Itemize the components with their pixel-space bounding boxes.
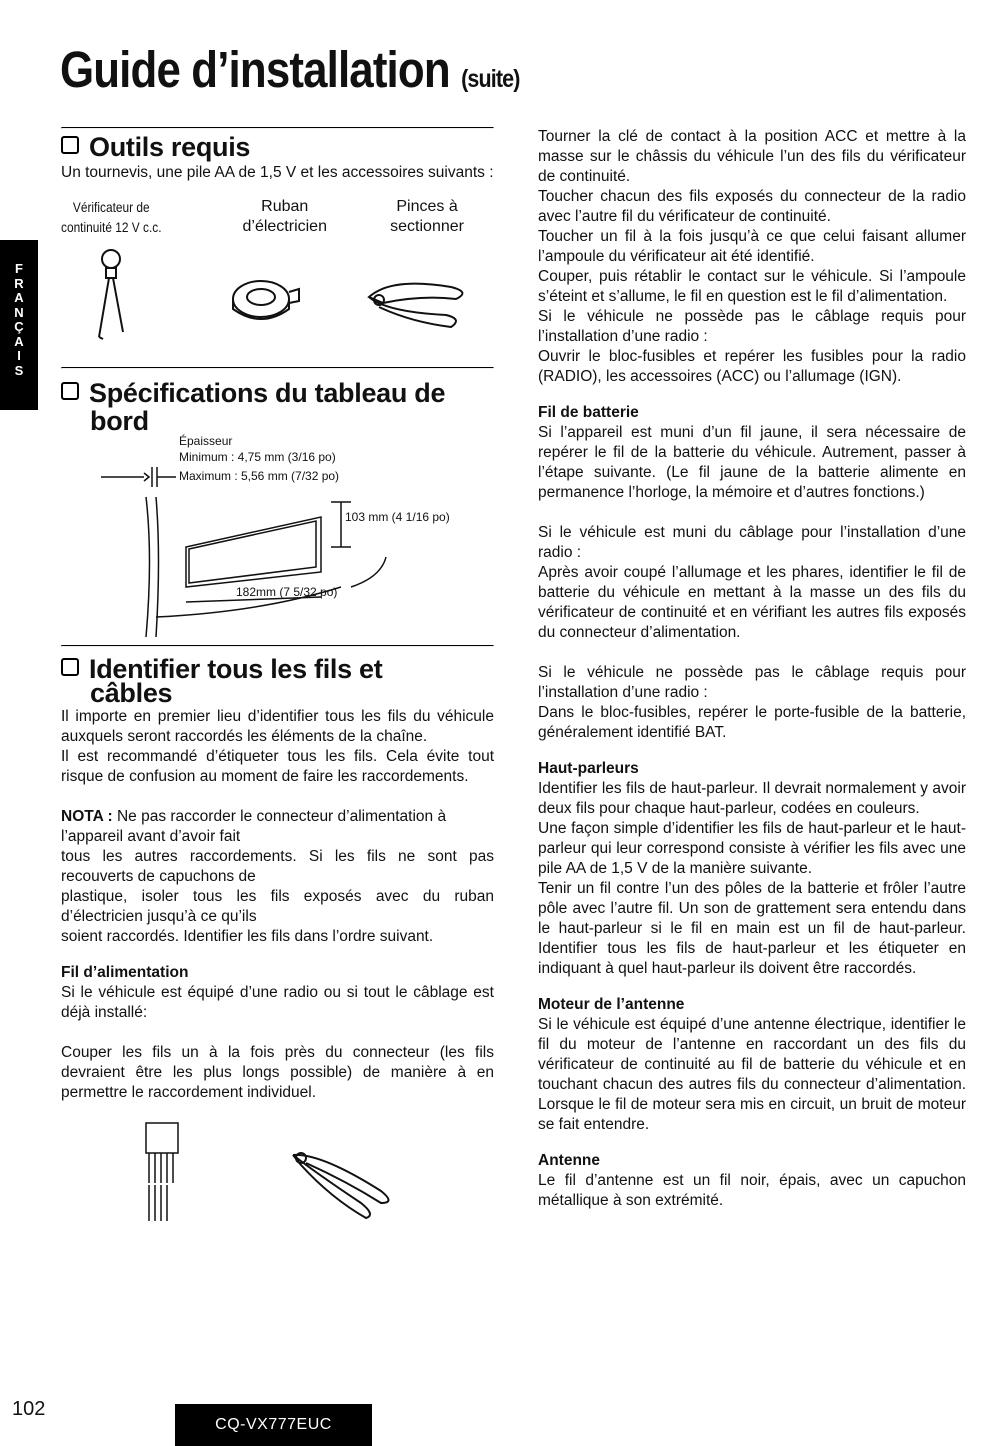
language-letter: F (15, 261, 23, 276)
dash-diagram (61, 434, 494, 637)
speakers-paragraph-1: Identifier les fils de haut-parleur. Il devrait normalement y avoir deux fils pour chaque haut-parleur, codées en couleurs. (538, 780, 966, 817)
width-dimension: 182mm (7 5/32 po) (236, 585, 338, 599)
tools-svg (61, 237, 494, 347)
battery-paragraph-1: Si l’appareil est muni d’un fil jaune, il sera nécessaire de repérer le fil de la batterie du véhicule. Autrement, passer à l’étape suivante. (Le fil jaune de la batterie alimente en permanence l’horloge, la mémoire et d’autres fonctions.) (538, 424, 966, 501)
tester-icon (99, 250, 123, 339)
cutter-pliers-icon (369, 284, 462, 327)
tools-intro: Un tournevis, une pile AA de 1,5 V et les accessoires suivants : (61, 164, 494, 181)
tool-pliers-label: Pinces à sectionner (390, 198, 464, 235)
battery-paragraph-2: Si le véhicule est muni du câblage pour l’installation d’une radio : (538, 524, 966, 561)
power-step-5: Si le véhicule ne possède pas le câblage requis pour l’installation d’une radio : (538, 308, 966, 345)
section-divider (61, 367, 494, 369)
power-step-3: Toucher un fil à la fois jusqu’à ce que celui faisant allumer l’ampoule du vérificateur ait été identifié. (538, 228, 966, 265)
cutter-pliers-icon (293, 1153, 389, 1218)
battery-paragraph-5: Dans le bloc-fusibles, repérer le porte-fusible de la batterie, généralement identifié BAT. (538, 704, 966, 741)
power-heading: Fil d’alimentation (61, 964, 189, 981)
connector-icon (146, 1123, 178, 1221)
power-paragraph-1: Si le véhicule est équipé d’une radio ou si tout le câblage est déjà installé: (61, 984, 494, 1021)
page-number: 102 (12, 1398, 46, 1420)
antenna-motor-heading: Moteur de l’antenne (538, 996, 685, 1013)
checkbox-icon (61, 136, 79, 154)
tools-labels (61, 197, 494, 237)
battery-paragraph-4: Si le véhicule ne possède pas le câblage requis pour l’installation d’une radio : (538, 664, 966, 701)
power-step-2: Toucher chacun des fils exposés du connecteur de la radio avec l’autre fil du vérificateur de continuité. (538, 188, 966, 225)
speakers-paragraph-2: Une façon simple d’identifier les fils de haut-parleur et le haut-parleur qui leur correspond consiste à vérifier les fils avec une pile AA de 1,5 V de la manière suivante. (538, 820, 966, 877)
language-tab (0, 240, 38, 410)
page-title (60, 40, 520, 99)
checkbox-icon (61, 658, 79, 676)
thickness-minimum: Minimum : 4,75 mm (3/16 po) (179, 450, 336, 464)
checkbox-icon (61, 382, 79, 400)
tools-illustration (61, 237, 494, 347)
tape-icon (233, 281, 299, 319)
title-suffix: (suite) (461, 65, 520, 93)
model-badge: CQ-VX777EUC (175, 1404, 372, 1446)
nota-line-2: tous les autres raccordements. Si les fils ne sont pas recouverts de capuchons de (61, 848, 494, 885)
language-letter: A (14, 333, 24, 349)
battery-paragraph-3: Après avoir coupé l’allumage et les phares, identifier le fil de batterie du véhicule en mettant à la masse un des fils du vérificateur de continuité et en vérifiant les autres fils exposés du connecteur d’alimentation. (538, 564, 966, 641)
speakers-heading: Haut-parleurs (538, 760, 639, 777)
tools-heading: Outils requis (61, 133, 494, 161)
language-letter: Ç (14, 319, 24, 334)
antenna-heading: Antenne (538, 1152, 600, 1169)
language-letter: R (14, 275, 24, 291)
speakers-paragraph-3: Tenir un fil contre l’un des pôles de la batterie et frôler l’autre pôle avec l’autre fil. Un son de grattement sera entendu dans le haut-parleur si le fil en main est un fil de haut-parleur. Identifier tous les fils de haut-parleur et les étiqueter en indiquant à quel haut-parleur ils doivent être raccordés. (538, 880, 966, 977)
antenna-motor-paragraph: Si le véhicule est équipé d’une antenne électrique, identifier le fil du moteur de l’antenne en raccordant un des fils du vérificateur de continuité au fil de batterie du véhicule et en touchant chacun des autres fils du connecteur d’alimentation. Lorsque le fil de moteur sera mis en circuit, un bruit de moteur se fait entendre. (538, 1016, 966, 1133)
language-letter: A (14, 290, 24, 305)
language-letter: I (17, 348, 21, 363)
title-text: Guide d’installation (60, 41, 450, 98)
language-letter: N (14, 304, 24, 320)
antenna-paragraph: Le fil d’antenne est un fil noir, épais, avec un capuchon métallique à son extrémité. (538, 1172, 966, 1209)
wires-heading: Identifier tous les fils et câbles (61, 657, 494, 705)
wires-paragraph-1: Il importe en premier lieu d’identifier tous les fils du véhicule auxquels seront raccordés les éléments de la chaîne. (61, 708, 494, 745)
nota-line-3: plastique, isoler tous les fils exposés avec du ruban d’électricien jusqu’à ce qu’ils (61, 888, 494, 925)
height-dimension: 103 mm (4 1/16 po) (345, 510, 450, 524)
left-column (61, 127, 494, 1233)
battery-heading: Fil de batterie (538, 404, 639, 421)
power-step-6: Ouvrir le bloc-fusibles et repérer les fusibles pour la radio (RADIO), les accessoires (ACC) ou l’allumage (IGN). (538, 348, 966, 385)
thickness-label: Épaisseur (179, 434, 233, 448)
nota-line-4: soient raccordés. Identifier les fils dans l’ordre suivant. (61, 928, 434, 945)
wires-paragraph-2: Il est recommandé d’étiqueter tous les fils. Cela évite tout risque de confusion au moment de faire les raccordements. (61, 748, 494, 785)
nota-line-1: NOTA : Ne pas raccorder le connecteur d’alimentation à l’appareil avant d’avoir fait (61, 808, 447, 845)
tool-tester-label: Vérificateur de continuité 12 V c.c. (61, 199, 162, 235)
power-paragraph-2: Couper les fils un à la fois près du connecteur (les fils devraient être les plus longs possible) de manière à en permettre le raccordement individuel. (61, 1044, 494, 1101)
language-letter: S (14, 362, 24, 378)
thickness-maximum: Maximum : 5,56 mm (7/32 po) (179, 469, 340, 483)
power-step-4: Couper, puis rétablir le contact sur le véhicule. Si l’ampoule s’éteint et s’allume, le fil en question est le fil d’alimentation. (538, 268, 966, 305)
dash-heading: Spécifications du tableau de bord (61, 379, 494, 435)
connector-illustration (61, 1103, 494, 1233)
right-column (538, 127, 966, 1211)
tool-tape-label: Ruban d’électricien (242, 198, 327, 235)
section-divider (61, 645, 494, 647)
section-divider (61, 127, 494, 129)
power-step-1: Tourner la clé de contact à la position ACC et mettre à la masse sur le châssis du véhicule l’un des fils du vérificateur de continuité. (538, 128, 966, 185)
connector-svg (61, 1103, 494, 1233)
dash-svg (61, 437, 494, 637)
